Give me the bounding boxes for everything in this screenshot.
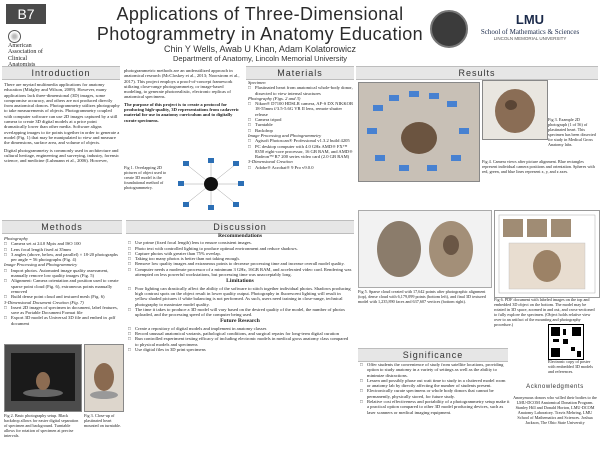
methods-photo-label: Photography (4, 236, 28, 241)
materials-photo-item: □ Camera tripod (255, 117, 354, 122)
camera-views-icon (359, 83, 479, 181)
fig1-diagram (178, 158, 244, 210)
significance-item: □ Relative cost effectiveness and portability of a photogrammetry setup make it a practical option compared to other 3D model producing devices, such as laser scanners or medical imaging equipment. (367, 399, 510, 415)
heart-on-turntable-icon (85, 345, 123, 411)
methods-processing-item: □ Import photos. Automated image quality assessment, manually remove low quality images (Fig. 5) (11, 268, 124, 279)
title-line-2: Photogrammetry in Anatomy Education (96, 24, 424, 44)
fig4-caption: Fig 4. Camera views after picture alignment. Blue rectangles represent individual camera positions and orientation. Spheres with red, green, and blue lines represent x, y, and z axes. (482, 159, 595, 174)
aaca-logo-icon (8, 30, 21, 43)
intro-continued (124, 68, 242, 123)
methods-photo-item: □ Camera set at 24.0 Mpix and ISO 100 (11, 241, 124, 246)
fig3-closeup-photo (84, 344, 124, 412)
department: Department of Anatomy, Lincoln Memorial University (172, 54, 348, 63)
materials-3d-label: 3-Dimensional Creation (248, 159, 293, 165)
materials-photo-label: Photography (Figs. 2 and 3) (248, 95, 301, 101)
fig4-camera-views-image (358, 82, 480, 182)
limitation-item: □ Poor lighting can drastically affect the ability of the software to stitch together individual photos. Shadows producing high contrast spots on the object result in lower quality output. Photography in fluorescent lighting will result in yellow shaded pictures if white balancing is not performed. As such, users need training in close-range, technical photography to maximize model quality. (135, 286, 352, 307)
materials-heading: Materials (246, 66, 354, 80)
methods-body (4, 236, 124, 326)
significance-item: □ Electronically curate specimens or whole body donors that cannot be permanently, physically stored, for future study. (367, 388, 510, 399)
significance-body (360, 362, 510, 415)
university-name: LINCOLN MEMORIAL UNIVERSITY (493, 36, 567, 41)
specimen-item: □ Plastinated heart from anatomical whole-body donor, dissected to view internal structures (255, 85, 354, 96)
purpose-statement: The purpose of this project is to create a protocol for producing high-quality, 3D representations from cadaveric material for use in anatomy curriculum and to digitally curate specimens. (124, 101, 240, 123)
point-cloud-icon (359, 211, 491, 287)
recommendation-item: □ Capture photos with greater than 75% overlap. (135, 251, 352, 256)
authors: Chin Y Wells, Awab U Khan, Adam Kolatorowicz (164, 44, 356, 54)
fig2-caption: Fig 2. Basic photography setup. Black backdrop allows for easier digital separation of specimen and background. Turntable allows for rotation of specimen at precise intervals. (4, 413, 79, 438)
fig1-caption: Fig 1. Overlapping 2D pictures of object used to create 3D model is the foundational method of photogrammetry. (124, 165, 167, 190)
recommendation-item: □ Computer needs a moderate processor of a minimum 3 GHz, 16GB RAM, and accelerated video card. Rendering was attempted on less powerful workstations, but processing time was unacceptably long. (135, 267, 352, 278)
specimen-label: Specimen (248, 80, 266, 85)
lmu-logo-text: LMU (515, 12, 545, 27)
materials-processing-item: □ PC desktop computer with 4.0 GHz AMD® FX™ 8350 eight-core processor, 16 GB RAM, and AMD® Radeon™ R7 200 series video card (2.0 GB RAM) (255, 144, 354, 160)
fig3-caption: Fig 3. Example 2D photograph (1 of 56) of plastinated heart. This specimen has been dissected for study in Medical Gross Anatomy labs. (548, 117, 596, 147)
fig5-caption: Fig 5. Sparse cloud created with 17,642 points after photographic alignment (top), dense cloud with 6,179,099 points (bottom left), and final 3D textured model with 1,235,890 faces and 637,607 vertices (bottom right). (358, 289, 486, 304)
materials-photo-item: □ Nikon® D7100 HDSLR camera, AF-S DX NIKKOR 18-55mm f/3.5-5.6G VR II lens, remote shutter release (255, 101, 354, 117)
heart-specimen-icon (483, 81, 547, 139)
future-research-item: □ Run controlled experiment testing efficacy of including electronic models in medical gross anatomy class compared to physical models and specimens (135, 336, 352, 347)
acknowledgments-heading: Acknowledgments (526, 384, 584, 390)
recommendation-item: □ Taking too many photos is better than not taking enough. (135, 256, 352, 261)
acknowledgments-text: Anonymous donors who willed their bodies to the LMU-DCOM Anatomical Donation Program. Stanley Hill and Donald Horton, LMU-DCOM Anatomy Laboratory. Travis Mehring, LMU School of Mathematics and Sciences. Joshua Jackson, The Ohio State University (513, 395, 597, 425)
recommendation-item: □ Photo text with controlled lighting to produce optimal environment and reduce shadows. (135, 246, 352, 251)
fig5-model-images (358, 210, 492, 288)
materials-photo-item: □ Turntable (255, 122, 354, 127)
aaca-line-3: Clinical (8, 55, 27, 62)
methods-pdf-item: □ Export 3D model as Universal 3D file and embed in .pdf document (11, 315, 124, 326)
methods-processing-item: □ Build dense point cloud and textured mesh (Fig. 6) (11, 294, 124, 299)
intro-body (4, 82, 120, 163)
results-heading: Results (356, 66, 598, 80)
lmu-seal-icon (430, 10, 468, 48)
qr-caption: Electronic copy of poster with embedded 3D models and references. (548, 359, 594, 374)
methods-photo-item: □ 3 angles (above, below, and parallel) × 18-20 photographs per angle = 56 photographs (Fig. 4) (11, 252, 124, 263)
methods-processing-label: Image Processing and Photogrammetry (4, 262, 78, 268)
methods-photo-item: □ Lens focal length fixed at 35mm (11, 247, 124, 252)
intro-paragraph-1: There are myriad multimedia applications for anatomy education (Midgley and Wilson, 2009). However, many applications lack three-dimensional (3D) images, some compromise accuracy, and others are not produced directly from anatomical donors. Photogrammetry utilizes photography to take measurements of objects. Photogrammetry coupled with computer software can use 2D images captured by a still camera to create 3D digital models at a price point dramatically lower than other media. Software aligns overlapping images to tie points together in order to generate a model (Fig. 1) that may be manipulated to view and measure the dimensions, surface area, and volume of objects. (4, 82, 120, 146)
intro-paragraph-2: Digital photogrammetry is commonly used in architecture and cultural heritage, engineering and surveying, industry, forensic science, and medicine (Luhmann et al., 2006). However, (4, 147, 120, 164)
school-name: School of Mathematics & Sciences (480, 28, 580, 36)
future-research-item: □ Record unusual anatomical variants, pathological conditions, and surgical repairs for long-term digital curation (135, 331, 352, 336)
aaca-line-2: Association of (8, 49, 43, 56)
aaca-logo (8, 30, 68, 69)
limitation-item: □ The time it takes to produce a 3D model will vary based on the desired quality of the model, the number of photos uploaded, and the processing speed of the computer being used. (135, 307, 352, 318)
methods-processing-item: □ Alignment: Camera orientation and position used to create sparse point cloud (Fig. 6), extraneous points manually removed (11, 278, 124, 294)
photography-setup-icon (5, 345, 81, 411)
recommendation-item: □ Remove low quality images and extraneous points to decrease processing time and increase overall model quality. (135, 261, 352, 266)
poster-title (70, 4, 450, 44)
materials-3d-item: □ Adobe® Acrobat® 9 Pro v9.0.0 (255, 165, 354, 170)
intro-heading: Introduction (2, 66, 120, 80)
materials-processing-item: □ Agisoft Photoscan® Professional v1.3.2 build 4205 (255, 138, 354, 143)
significance-item: □ Lessen and possibly phase out wait time to study in a cluttered model room or anatomy lab by directly affecting the number of students present. (367, 378, 510, 389)
future-research-item: □ Use digital files in 3D print specimens (135, 347, 352, 352)
methods-pdf-item: □ Insert 2D images of specimen in document, label features, save as Portable Document Format file (11, 305, 124, 316)
fig6-caption: Fig 6. PDF document with labeled images on the top and embedded 3D object on the bottom. The model may be rotated in 3D space, zoomed in and out, and cross-sectioned to fully explore the specimen. (Object holds relative view over to an artifact of the mounting and photography procedure.) (494, 297, 595, 327)
title-line-1: Applications of Three-Dimensional (116, 4, 404, 24)
future-research-item: □ Create a repository of digital models and implement in anatomy classes (135, 326, 352, 331)
fig2-setup-photo (4, 344, 82, 412)
discussion-heading: Discussion (126, 220, 354, 234)
qr-code[interactable] (548, 324, 584, 360)
methods-heading: Methods (2, 220, 122, 234)
pdf-page-icon (495, 211, 599, 297)
significance-heading: Significance (358, 348, 508, 362)
discussion-body (128, 234, 352, 352)
poster-code-badge: B7 (6, 4, 46, 24)
limitations-title: Limitations (226, 278, 254, 285)
intro-continued-paragraph-1: photogrammetric methods are an underutilized approach in anatomical research (McCloskey et al., 2013; Noorstrom et al., 2017). This project employs a proof-of-concept framework utilizing close-range photogrammetry, or image-based modeling, to generate photorealistic, electronic replicas of anatomical specimens. (124, 68, 240, 100)
future-research-title: Future Research (220, 318, 260, 325)
materials-photo-item: □ Backdrop (255, 128, 354, 133)
aaca-line-1: American (8, 43, 32, 49)
fig6-pdf-document (494, 210, 600, 298)
methods-pdf-label: 3-Dimensional Document Creation (Fig. 7) (4, 299, 84, 305)
fig3-closeup-caption: Fig 3. Close-up of plastinated heart mounted on turntable. (84, 413, 121, 428)
materials-body (248, 80, 354, 170)
fig3-heart-photo (482, 80, 548, 140)
materials-processing-label: Image Processing and Photogrammetry (248, 132, 322, 138)
recommendation-item: □ Use prime (fixed focal length) lens to ensure consistent images. (135, 240, 352, 245)
significance-item: □ Offer students the convenience of study from satellite locations, providing option to study anatomy in a variety of settings as well as the ability to minimize distractions. (367, 362, 510, 378)
recommendations-title: Recommendations (217, 233, 263, 239)
